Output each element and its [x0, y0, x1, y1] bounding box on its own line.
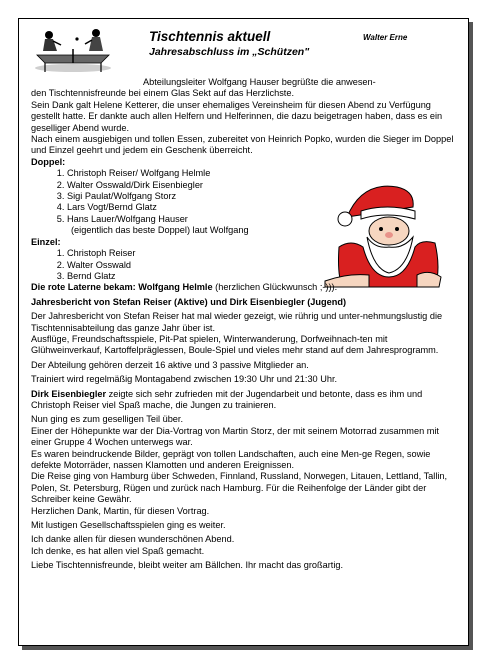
laterne-congrats: (herzlichen Glückwunsch ;-))). — [212, 282, 338, 293]
jahresbericht-heading: Jahresbericht von Stefan Reiser (Aktive) und Dirk Eisenbiegler (Jugend) — [31, 296, 347, 307]
jugend-leader: Dirk Eisenbiegler — [31, 388, 107, 399]
closing-p9: Liebe Tischtennisfreunde, bleibt weiter am Bällchen. Ihr macht das großartig. — [31, 560, 344, 571]
newsletter-subtitle: Jahresabschluss im „Schützen" — [149, 46, 310, 58]
closing-p1: Nun ging es zum geselligen Teil über. — [31, 414, 184, 425]
list-item: 4. Lars Vogt/Bernd Glatz — [67, 202, 459, 213]
doppel-note: (eigentlich das beste Doppel) laut Wolfgang — [71, 225, 249, 236]
jahresbericht-p3: Der Abteilung gehören derzeit 16 aktive und 3 passive Mitglieder an. — [31, 359, 309, 370]
list-item: 1. Christoph Reiser/ Wolfgang Helmle — [67, 168, 459, 179]
article-body — [31, 77, 459, 572]
table-tennis-logo — [31, 25, 115, 75]
intro-dinner: Nach einem ausgiebigen und tollen Essen, zubereitet von Heinrich Popko, wurden die Sieger im Doppel und Einzel geehrt und jedem ein Geschenk überreicht. — [31, 134, 454, 156]
list-item: 2. Walter Osswald — [67, 260, 459, 271]
intro-thanks: Sein Dank galt Helene Ketterer, die unser ehemaliges Vereinsheim für diesen Abend zu Verfügung gestellt hatte. Er dankte auch allen Helfern und Helferinnen, die dazu beigetragen haben, dass es ein geselliger Abend wurde. — [31, 99, 443, 133]
jugend-text: zeigte sich sehr zufrieden mit der Jugendarbeit und betonte, dass es ihm und Christoph Reiser viel Spaß mache, die Jungen zu trainieren. — [31, 388, 423, 410]
einzel-list — [31, 248, 459, 282]
closing-p3: Es waren beindruckende Bilder, geprägt von tollen Landschaften, auch eine Men-ge Regen, sowie defekte Motorräder, nassen Klamotten und anderen Ereignissen. — [31, 448, 431, 470]
list-item: 3. Sigi Paulat/Wolfgang Storz — [67, 191, 459, 202]
closing-p4: Die Reise ging von Hamburg über Schweden, Finnland, Russland, Norwegen, Litauen, Lettland, Tallin, Polen, St. Petersburg, Rügen und zurück nach Hamburg. Für die Reihenfolge der Länder gibt der Schreiber keine Gewähr. — [31, 471, 448, 505]
author-name: Walter Erne — [363, 33, 408, 42]
doppel-heading: Doppel: — [31, 156, 66, 167]
laterne-winner: Die rote Laterne bekam: Wolfgang Helmle — [31, 282, 213, 293]
list-item: 1. Christoph Reiser — [67, 248, 459, 259]
closing-p8: Ich denke, es hat allen viel Spaß gemacht. — [31, 545, 205, 556]
list-item: 2. Walter Osswald/Dirk Eisenbiegler — [67, 180, 459, 191]
intro-line-2: den Tischtennisfreunde bei einem Glas Sekt auf das Herzlichste. — [31, 88, 295, 99]
list-item: 3. Bernd Glatz — [67, 271, 459, 282]
closing-p5: Herzlichen Dank, Martin, für diesen Vortrag. — [31, 505, 210, 516]
jahresbericht-p5 — [31, 389, 459, 412]
einzel-heading: Einzel: — [31, 236, 61, 247]
closing-p2: Einer der Höhepunkte war der Dia-Vortrag von Martin Storz, der mit seinem Motorrad zusammen mit einer Gruppe 4 Wochen unterwegs war. — [31, 425, 439, 448]
doppel-list — [31, 168, 459, 225]
closing-p6: Mit lustigen Gesellschaftsspielen ging es weiter. — [31, 520, 226, 531]
laterne-line — [31, 282, 459, 293]
newsletter-page — [18, 18, 469, 646]
list-item: 5. Hans Lauer/Wolfgang Hauser — [67, 214, 459, 225]
closing-p7: Ich danke allen für diesen wunderschönen Abend. — [31, 534, 235, 545]
jahresbericht-p1: Der Jahresbericht von Stefan Reiser hat mal wieder gezeigt, wie rührig und unter-nehmungslustig die Tischtennisabteilung das ganze Jahr über ist. — [31, 311, 443, 333]
jahresbericht-p2: Ausflüge, Freundschaftsspiele, Pit-Pat spielen, Winterwanderung, Dorfweihnach-ten mit Glühweinverkauf, Kartoffelpräglessen, Boule-Spiel und vieles mehr stand auf dem Jahresprogramm. — [31, 333, 439, 356]
intro-line-1: Abteilungsleiter Wolfgang Hauser begrüßte die anwesen- — [143, 77, 376, 87]
jahresbericht-p4: Trainiert wird regelmäßig Montagabend zwischen 19:30 Uhr und 21:30 Uhr. — [31, 374, 338, 385]
newsletter-title: Tischtennis aktuell — [149, 29, 271, 44]
